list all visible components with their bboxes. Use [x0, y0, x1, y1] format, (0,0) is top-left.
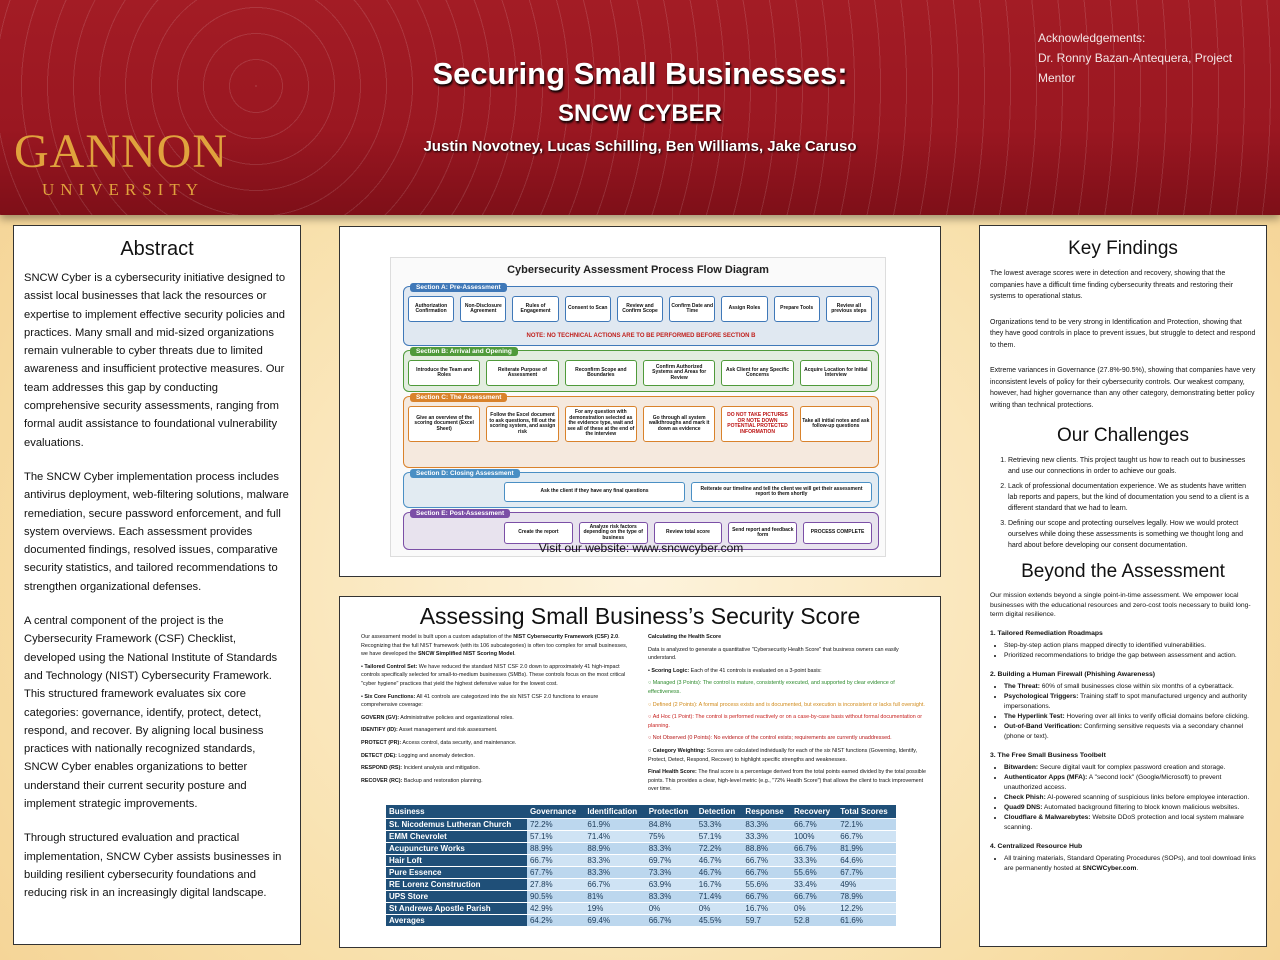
beyond-section-3: 3. The Free Small Business Toolbelt	[990, 751, 1106, 759]
table-cell: 75%	[646, 831, 696, 843]
table-row	[386, 879, 896, 891]
beyond-intro: Our mission extends beyond a single point-in-time assessment. We empower local businesses with the educational resources and zero-cost tools necessary to build long-term digital resilience.	[990, 592, 1251, 618]
table-cell: 49%	[837, 879, 896, 891]
item-key: Authenticator Apps (MFA):	[1004, 773, 1088, 781]
poster-authors: Justin Novotney, Lucas Schilling, Ben Williams, Jake Caruso	[423, 138, 857, 155]
item-key: Bitwarden:	[1004, 763, 1039, 771]
table-header-cell: Recovery	[791, 805, 837, 819]
flow-section	[403, 396, 879, 468]
level-adhoc: ○ Ad Hoc (1 Point): The control is performed reactively or on a case-by-case basis without formal documentation or planning.	[648, 714, 923, 729]
table-cell: 0%	[791, 903, 837, 915]
table-cell: 88.8%	[742, 843, 791, 855]
table-cell: 66.7%	[837, 831, 896, 843]
flow-section	[403, 350, 879, 392]
finding-3: Extreme variances in Governance (27.8%-90.5%), showing that companies have very inconsistent levels of policy for their cybersecurity controls. Our weakest company, however, had higher governance than any other category, demonstrating better policy writing than technical protections.	[990, 367, 1256, 409]
function-key: IDENTIFY (ID):	[361, 727, 398, 734]
function-key: GOVERN (GV):	[361, 714, 400, 721]
item-desc: Automated background filtering to block known malicious websites.	[1042, 803, 1240, 811]
table-cell: Averages	[386, 915, 527, 927]
beyond-section-4: 4. Centralized Resource Hub	[990, 842, 1083, 850]
table-cell: 66.7%	[742, 891, 791, 903]
tool-item	[1004, 793, 1256, 803]
table-cell: 55.6%	[791, 867, 837, 879]
poster-subtitle: SNCW CYBER	[557, 100, 722, 127]
flow-step: Review and Confirm Scope	[617, 296, 663, 322]
flow-step: Review all previous steps	[826, 296, 872, 322]
acknowledgements	[1038, 28, 1258, 88]
challenge-item: 1. Retrieving new clients. This project taught us how to reach out to businesses and use our connections in order to achieve our goals.	[1008, 455, 1256, 477]
level-not-observed: ○ Not Observed (0 Points): No evidence of the control exists; requirements are currently unaddressed.	[648, 735, 892, 742]
table-cell: 52.8	[791, 915, 837, 927]
item-desc: Website DDoS protection and local system malware scanning.	[1004, 813, 1244, 831]
scores-header-row	[386, 805, 896, 819]
table-cell: 55.6%	[742, 879, 791, 891]
flow-step: Analyze risk factors depending on the type of business	[579, 522, 648, 544]
health-score-heading: Calculating the Health Score	[648, 634, 722, 640]
header-banner	[0, 0, 1280, 215]
finding-2: Organizations tend to be very strong in Identification and Protection, showing that they have good controls in place to prevent issues, but struggle to detect and respond to them.	[990, 318, 1256, 349]
item-key: Quad9 DNS:	[1004, 803, 1043, 811]
item-desc: Secure digital vault for complex password creation and storage.	[1038, 763, 1226, 771]
table-cell: 57.1%	[696, 831, 743, 843]
table-cell: St Andrews Apostle Parish	[386, 903, 527, 915]
tailored-control-set: • Tailored Control Set: We have reduced the standard NIST CSF 2.0 down to approximately 41 high-impact controls specifically selected for small-to-medium businesses (SMBs). These controls focus on the most critical "cyber hygiene" practices that yield the highest defensive value for the lowest cost.	[361, 663, 626, 687]
table-cell: 84.8%	[646, 819, 696, 831]
table-cell: Pure Essence	[386, 867, 527, 879]
table-cell: 46.7%	[696, 867, 743, 879]
beyond-section-2: 2. Building a Human Firewall (Phishing Awareness)	[990, 670, 1156, 678]
flow-step: Prepare Tools	[774, 296, 820, 322]
table-cell: 59.7	[742, 915, 791, 927]
table-cell: 57.1%	[527, 831, 584, 843]
flow-step: Confirm Authorized Systems and Areas for Review	[643, 360, 715, 386]
table-cell: 42.9%	[527, 903, 584, 915]
flow-step: Authorization Confirmation	[408, 296, 454, 322]
table-header-cell: Protection	[646, 805, 696, 819]
table-cell: 83.3%	[646, 891, 696, 903]
function-item	[361, 726, 633, 735]
function-desc: Asset management and risk assessment.	[397, 727, 498, 734]
remediation-item: • Step-by-step action plans mapped directly to identified vulnerabilities.	[1004, 641, 1256, 651]
tool-item	[1004, 813, 1256, 833]
table-cell: 71.4%	[696, 891, 743, 903]
item-key: Psychological Triggers:	[1004, 692, 1079, 700]
phishing-item	[1004, 722, 1256, 742]
function-key: RECOVER (RC):	[361, 777, 403, 784]
tool-item	[1004, 803, 1256, 813]
table-cell: St. Nicodemus Lutheran Church	[386, 819, 527, 831]
table-cell: 66.7%	[646, 915, 696, 927]
function-key: DETECT (DE):	[361, 752, 397, 759]
table-cell: 64.6%	[837, 855, 896, 867]
item-key: Out-of-Band Verification:	[1004, 722, 1083, 730]
score-left-column	[361, 633, 633, 789]
table-cell: 73.3%	[646, 867, 696, 879]
scores-table	[386, 805, 896, 926]
table-cell: 61.9%	[584, 819, 645, 831]
flow-note: NOTE: NO TECHNICAL ACTIONS ARE TO BE PERFORMED BEFORE SECTION B	[526, 333, 756, 339]
flow-section	[403, 286, 879, 346]
poster-title: Securing Small Businesses:	[432, 56, 848, 91]
flow-section-label: Section E: Post-Assessment	[410, 509, 510, 518]
abstract-panel	[13, 225, 301, 945]
item-desc: A "second lock" (Google/Microsoft) to prevent unauthorized access.	[1004, 773, 1222, 791]
function-item	[361, 752, 633, 761]
flow-step: Send report and feedback form	[728, 522, 797, 544]
flow-section-label: Section A: Pre-Assessment	[410, 283, 507, 292]
function-desc: Incident analysis and mitigation.	[402, 765, 480, 772]
function-key: PROTECT (PR):	[361, 739, 402, 746]
table-header-cell: Identification	[584, 805, 645, 819]
table-row	[386, 867, 896, 879]
table-cell: 90.5%	[527, 891, 584, 903]
resource-hub-item: • All training materials, Standard Operating Procedures (SOPs), and tool download links are permanently hosted at SNCWCyber.com.	[1004, 854, 1256, 874]
abstract-heading: Abstract	[120, 238, 194, 260]
table-header-cell: Detection	[696, 805, 743, 819]
table-cell: 78.9%	[837, 891, 896, 903]
table-cell: 0%	[696, 903, 743, 915]
flow-step: Introduce the Team and Roles	[408, 360, 480, 386]
table-cell: 83.3%	[742, 819, 791, 831]
table-header-cell: Business	[386, 805, 527, 819]
flow-step: Consent to Scan	[565, 296, 611, 322]
university-logo-wordmark: GANNON	[14, 125, 228, 178]
score-right-column	[648, 633, 926, 798]
phishing-item	[1004, 692, 1256, 712]
table-cell: 88.9%	[527, 843, 584, 855]
function-desc: Logging and anomaly detection.	[396, 752, 475, 759]
function-item	[361, 777, 633, 786]
security-score-panel	[339, 596, 941, 948]
function-list	[361, 714, 633, 786]
table-cell: 81.9%	[837, 843, 896, 855]
table-header-cell: Response	[742, 805, 791, 819]
table-cell: 27.8%	[527, 879, 584, 891]
resource-hub-link[interactable]: SNCWCyber.com	[1082, 864, 1137, 872]
table-cell: 67.7%	[837, 867, 896, 879]
table-cell: Acupuncture Works	[386, 843, 527, 855]
table-cell: 72.2%	[527, 819, 584, 831]
flow-step: Ask the client if they have any final questions	[504, 482, 685, 502]
challenge-item: 2. Lack of professional documentation experience. We as students have written lab reports and papers, but the kind of documentation you send to a client is a different standard that we had to learn.	[1008, 481, 1256, 514]
challenges-list	[990, 455, 1256, 551]
function-key: RESPOND (RS):	[361, 765, 403, 772]
challenge-item: 3. Defining our scope and protecting ourselves legally. How we would protect ourselves while doing these assessments is something we thought long and hard about before developing our consent documentation.	[1008, 518, 1256, 551]
table-cell: 71.4%	[584, 831, 645, 843]
university-logo-subtitle: UNIVERSITY	[42, 180, 204, 199]
flow-step: Go through all system walkthroughs and mark it down as evidence	[643, 406, 715, 442]
abstract-paragraph-1: SNCW Cyber is a cybersecurity initiative designed to assist local businesses that lack the resources or expertise to implement effective security policies and practices. Many small and mid-sized organizations remain vulnerable to cyber threats due to limited awareness and insufficient protective measures. Our team addresses this gap by conducting comprehensive security assessments, ranging from formal audit assistance to foundational vulnerability evaluations.	[24, 272, 286, 449]
challenges-heading: Our Challenges	[1056, 425, 1190, 446]
function-desc: Access control, data security, and maintenance.	[401, 739, 517, 746]
table-cell: 64.2%	[527, 915, 584, 927]
flow-step: Ask Client for any Specific Concerns	[721, 360, 793, 386]
flow-step: Assign Roles	[721, 296, 767, 322]
flow-section-label: Section B: Arrival and Opening	[410, 347, 518, 356]
remediation-list	[990, 641, 1256, 661]
category-weighting: ○ Category Weighting: Scores are calculated individually for each of the six NIST functions (Governing, Identify, Protect, Detect, Respond, Recover) to highlight specific strengths and weaknesses.	[648, 747, 918, 763]
table-cell: 66.7%	[527, 855, 584, 867]
table-cell: 66.7%	[791, 819, 837, 831]
table-row	[386, 819, 896, 831]
table-cell: 83.3%	[584, 867, 645, 879]
table-cell: 72.1%	[837, 819, 896, 831]
table-cell: RE Lorenz Construction	[386, 879, 527, 891]
table-cell: 83.3%	[646, 843, 696, 855]
table-cell: 46.7%	[696, 855, 743, 867]
flow-section-label: Section C: The Assessment	[410, 393, 507, 402]
table-cell: 33.4%	[791, 879, 837, 891]
table-header-cell: Governance	[527, 805, 584, 819]
flow-step: Review total score	[654, 522, 723, 544]
table-cell: 88.9%	[584, 843, 645, 855]
function-desc: Administrative policies and organizational roles.	[399, 714, 514, 721]
function-item	[361, 714, 633, 723]
function-item	[361, 739, 633, 748]
table-cell: 12.2%	[837, 903, 896, 915]
remediation-item: • Prioritized recommendations to bridge the gap between assessment and action.	[1004, 651, 1256, 661]
flow-section-label: Section D: Closing Assessment	[410, 469, 520, 478]
table-row	[386, 891, 896, 903]
table-cell: 81%	[584, 891, 645, 903]
table-cell: 0%	[646, 903, 696, 915]
table-cell: 72.2%	[696, 843, 743, 855]
table-cell: EMM Chevrolet	[386, 831, 527, 843]
flow-step: Non-Disclosure Agreement	[460, 296, 506, 322]
table-row	[386, 855, 896, 867]
table-cell: 66.7%	[791, 843, 837, 855]
process-flow-diagram	[390, 257, 886, 557]
abstract-paragraph-4: Through structured evaluation and practical implementation, SNCW Cyber assists businesses in building resilient cybersecurity foundations and reducing risk in an increasingly digital landscape.	[24, 832, 282, 900]
table-row	[386, 915, 896, 927]
table-row	[386, 831, 896, 843]
flow-step: Take all initial notes and ask follow-up questions	[800, 406, 872, 442]
phishing-item	[1004, 682, 1256, 692]
scoring-logic: • Scoring Logic: Each of the 41 controls is evaluated on a 3-point basis:	[648, 667, 822, 674]
flow-step: Acquire Location for Initial Interview	[800, 360, 872, 386]
ack-text: Dr. Ronny Bazan-Antequera, Project Mentor	[1038, 51, 1233, 85]
level-defined: ○ Defined (2 Points): A formal process exists and is documented, but execution is inconsistent or lacks full oversight.	[648, 701, 925, 708]
flow-step: Give an overview of the scoring document (Excel Sheet)	[408, 406, 480, 442]
item-key: The Threat:	[1004, 682, 1040, 690]
table-cell: 45.5%	[696, 915, 743, 927]
item-key: The Hyperlink Test:	[1004, 712, 1065, 720]
flow-step: For any question with demonstration selected as the evidence type, wait and see all of these at the end of the interview	[565, 406, 637, 442]
flow-step: PROCESS COMPLETE	[803, 522, 872, 544]
item-key: Cloudflare & Malwarebytes:	[1004, 813, 1091, 821]
item-desc: Confirming sensitive requests via a secondary channel (phone or text).	[1004, 722, 1244, 740]
flow-step: Reconfirm Scope and Boundaries	[565, 360, 637, 386]
beyond-heading: Beyond the Assessment	[1021, 561, 1225, 582]
beyond-section-1: 1. Tailored Remediation Roadmaps	[990, 629, 1103, 637]
abstract-paragraph-2: The SNCW Cyber implementation process includes antivirus deployment, web-filtering solutions, malware remediation, secure password enforcement, and full system overviews. Each assessment provides documented findings, resolved issues, comparative security statistics, and tailored recommendations to strengthen organizational defenses.	[24, 470, 289, 593]
flow-step: Rules of Engagement	[512, 296, 558, 322]
tool-item	[1004, 763, 1256, 773]
ack-label: Acknowledgements:	[1038, 31, 1146, 45]
health-score-intro: Data is analyzed to generate a quantitative "Cybersecurity Health Score" that business owners can easily understand.	[648, 646, 899, 662]
table-cell: 67.7%	[527, 867, 584, 879]
table-cell: 69.4%	[584, 915, 645, 927]
flow-step: Follow the Excel document to ask questions, fill out the scoring system, and assign risk	[486, 406, 558, 442]
item-desc: 60% of small businesses close within six months of a cyberattack.	[1039, 682, 1234, 690]
finding-1: The lowest average scores were in detection and recovery, showing that the companies have a difficult time finding cybersecurity threats and restoring their systems to operational status.	[990, 270, 1234, 300]
six-core-functions: • Six Core Functions: All 41 controls are categorized into the six NIST CSF 2.0 functions to ensure comprehensive coverage:	[361, 693, 599, 709]
toolbelt-list	[990, 763, 1256, 833]
function-desc: Backup and restoration planning.	[402, 777, 483, 784]
table-cell: 69.7%	[646, 855, 696, 867]
scores-body	[386, 819, 896, 927]
table-cell: 16.7%	[696, 879, 743, 891]
flow-step: Confirm Date and Time	[669, 296, 715, 322]
table-cell: 33.3%	[791, 855, 837, 867]
flow-step: DO NOT TAKE PICTURES OR NOTE DOWN POTENTIAL PROTECTED INFORMATION	[721, 406, 793, 442]
table-header-cell: Total Scores	[837, 805, 896, 819]
table-cell: 66.7%	[584, 879, 645, 891]
flow-step: Reiterate our timeline and tell the client we will get their assessment report to them shortly	[691, 482, 872, 502]
function-item	[361, 764, 633, 773]
table-cell: Hair Loft	[386, 855, 527, 867]
key-findings-heading: Key Findings	[1068, 238, 1178, 259]
process-flow-panel	[339, 226, 941, 577]
flow-section	[403, 472, 879, 508]
diagram-title: Cybersecurity Assessment Process Flow Diagram	[507, 264, 769, 276]
score-intro: Our assessment model is built upon a custom adaptation of the NIST Cybersecurity Framework (CSF) 2.0. Recognizing that the full NIST framework (with its 106 subcategories) is often too complex for small businesses, we have developed the SNCW Simplified NIST Scoring Model.	[361, 634, 628, 658]
table-cell: 53.3%	[696, 819, 743, 831]
website-link[interactable]: Visit our website: www.sncwcyber.com	[538, 541, 744, 555]
level-managed: ○ Managed (3 Points): The control is mature, consistently executed, and supported by clear evidence of effectiveness.	[648, 680, 895, 695]
flow-step: Reiterate Purpose of Assessment	[486, 360, 558, 386]
score-heading: Assessing Small Business’s Security Score	[419, 603, 861, 629]
table-cell: 66.7%	[742, 867, 791, 879]
abstract-paragraph-3: A central component of the project is the Cybersecurity Framework (CSF) Checklist, developed using the National Institute of Standards and Technology (NIST) Cybersecurity Framework. This structured framework evaluates six core categories: governance, identify, protect, detect, respond, and recover. By aligning local business practices with nationally recognized standards, SNCW Cyber enables organizations to better understand their current security posture and implement strategic improvements.	[24, 615, 278, 811]
table-row	[386, 843, 896, 855]
item-key: Check Phish:	[1004, 793, 1046, 801]
item-desc: Training staff to spot manufactured urgency and authority impersonations.	[1004, 692, 1247, 710]
table-cell: 63.9%	[646, 879, 696, 891]
item-desc: Hovering over all links to verify official domains before clicking.	[1064, 712, 1249, 720]
flow-step: Create the report	[504, 522, 573, 544]
table-cell: 16.7%	[742, 903, 791, 915]
table-cell: 19%	[584, 903, 645, 915]
phishing-list	[990, 682, 1256, 742]
table-cell: 83.3%	[584, 855, 645, 867]
item-desc: AI-powered scanning of suspicious links before employee interaction.	[1045, 793, 1250, 801]
tool-item	[1004, 773, 1256, 793]
findings-panel	[979, 225, 1267, 947]
table-row	[386, 903, 896, 915]
table-cell: UPS Store	[386, 891, 527, 903]
table-cell: 66.7%	[742, 855, 791, 867]
resource-hub-list	[990, 854, 1256, 874]
table-cell: 61.6%	[837, 915, 896, 927]
table-cell: 33.3%	[742, 831, 791, 843]
table-cell: 66.7%	[791, 891, 837, 903]
final-health-score: Final Health Score: The final score is a percentage derived from the total points earned divided by the total possible points. This provides a clear, high-level metric (e.g., "72% Health Score") that allows the client to track improvement over time.	[648, 769, 926, 793]
phishing-item	[1004, 712, 1256, 722]
table-cell: 100%	[791, 831, 837, 843]
